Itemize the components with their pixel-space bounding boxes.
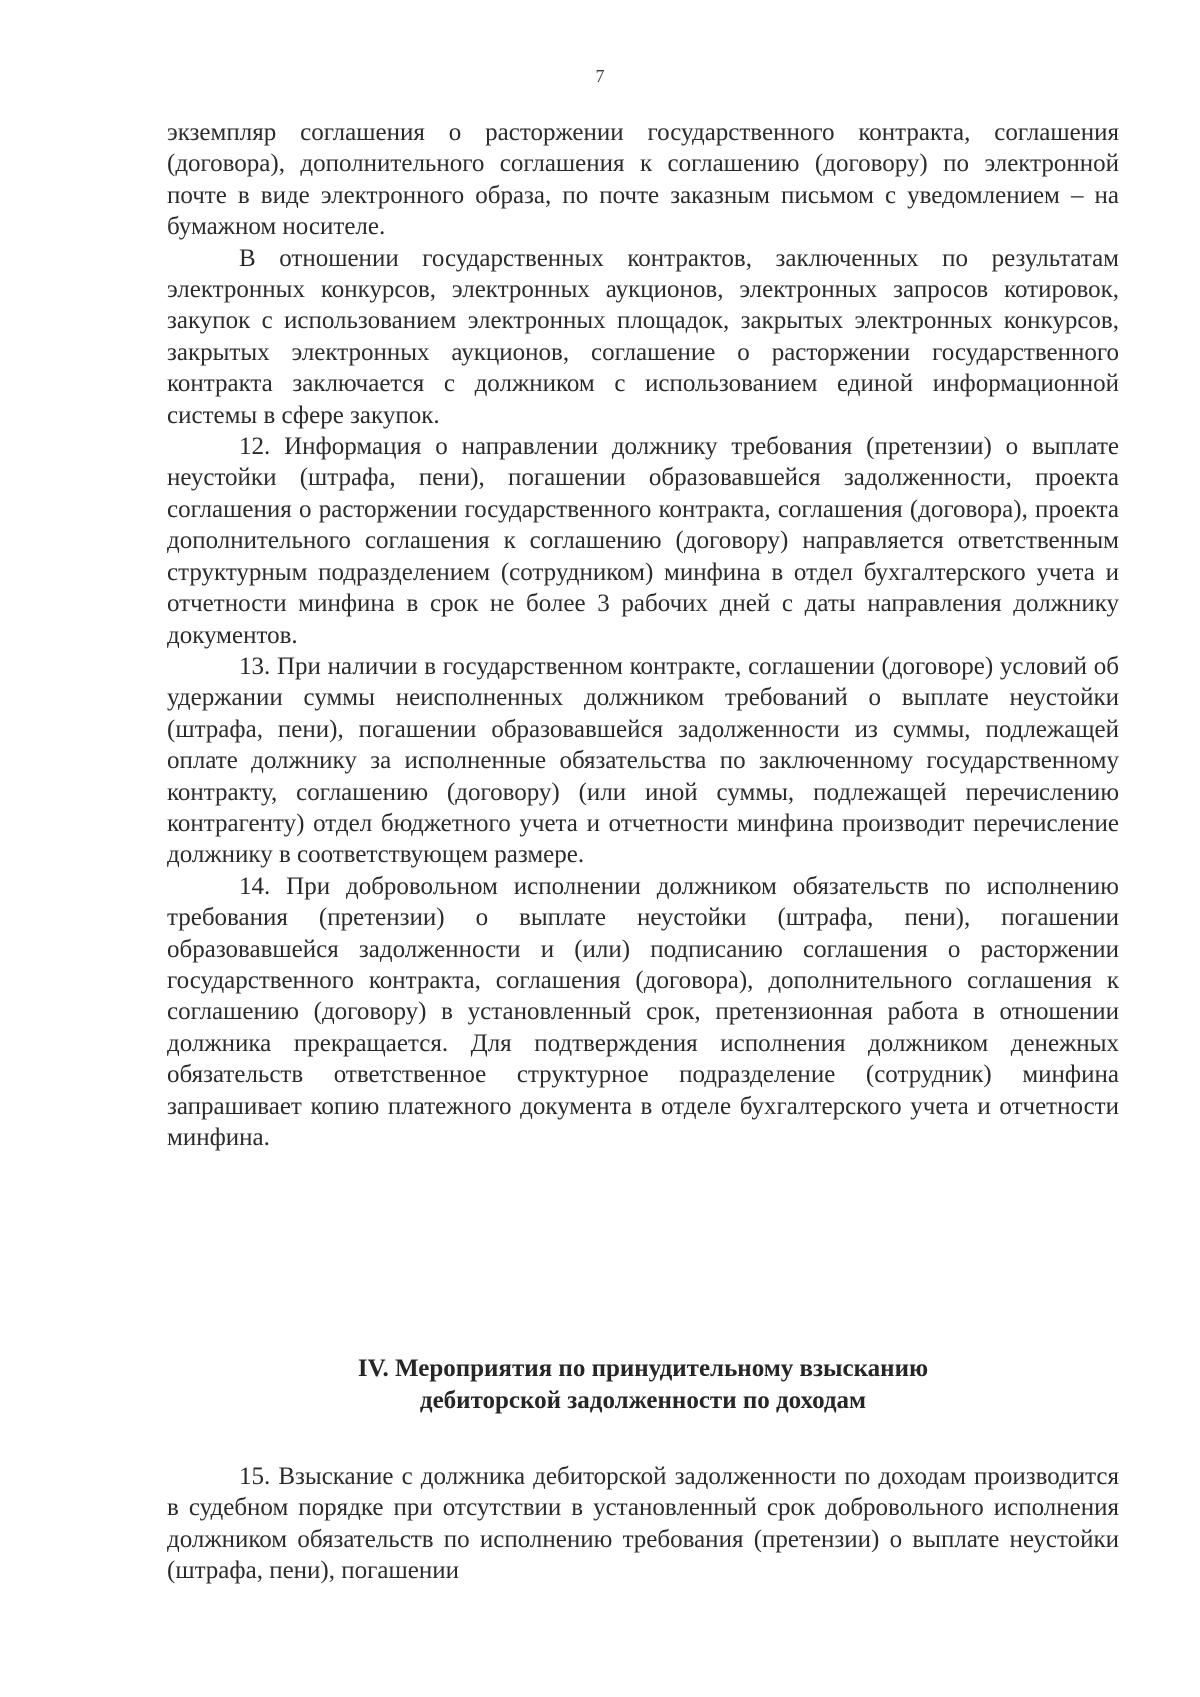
section-heading (167, 1353, 1119, 1417)
page-number: 7 (595, 66, 605, 86)
paragraph-item-14: 14. При добровольном исполнении должником обязательств по исполнению требования (претензии) о выплате неустойки (штрафа, пени), погашении образовавшейся задолженности и (или) подписанию соглашения о расторжении государственного контракта, соглашения (договора), дополнительного соглашения к соглашению (договору) в установленный срок, претензионная работа в отношении должника прекращается. Для подтверждения исполнения должником денежных обязательств ответственное структурное подразделение (сотрудник) минфина запрашивает копию платежного документа в отделе бухгалтерского учета и отчетности минфина. (167, 872, 1119, 1151)
paragraph-electronic-contracts: В отношении государственных контрактов, заключенных по результатам электронных конкурсов, электронных аукционов, электронных запросов котировок, закупок с использованием электронных площадок, закрытых электронных конкурсов, закрытых электронных аукционов, соглашение о расторжении государственного контракта заключается с должником с использованием единой информационной системы в сфере закупок. (167, 244, 1119, 429)
section-heading-line-2: дебиторской задолженности по доходам (419, 1387, 867, 1414)
paragraph-continuation: экземпляр соглашения о расторжении государственного контракта, соглашения (договора), дополнительного соглашения к соглашению (договору) по электронной почте в виде электронного образа, по почте заказным письмом с уведомлением – на бумажном носителе. (167, 119, 1119, 241)
paragraph-item-12: 12. Информация о направлении должнику требования (претензии) о выплате неустойки (штрафа, пени), погашении образовавшейся задолженности, проекта соглашения о расторжении государственного контракта, соглашения (договора), проекта дополнительного соглашения к соглашению (договору) направляется ответственным структурным подразделением (сотрудником) минфина в отдел бухгалтерского учета и отчетности минфина в срок не более 3 рабочих дней с даты направления должнику документов. (167, 433, 1119, 649)
section-heading-line-1: IV. Мероприятия по принудительному взысканию (357, 1355, 929, 1382)
body-text-bottom (167, 1461, 1119, 1587)
paragraph-item-15: 15. Взыскание с должника дебиторской задолженности по доходам производится в судебном порядке при отсутствии в установленный срок добровольного исполнения должником обязательств по исполнению требования (претензии) о выплате неустойки (штрафа, пени), погашении (167, 1463, 1119, 1585)
body-text-top (167, 117, 1119, 1153)
paragraph-item-13: 13. При наличии в государственном контракте, соглашении (договоре) условий об удержании суммы неисполненных должником требований о выплате неустойки (штрафа, пени), погашении образовавшейся задолженности из суммы, подлежащей оплате должнику за исполненные обязательства по заключенному государственному контракту, соглашению (договору) (или иной суммы, подлежащей перечислению контрагенту) отдел бюджетного учета и отчетности минфина производит перечисление должнику в соответствующем размере. (167, 652, 1119, 869)
